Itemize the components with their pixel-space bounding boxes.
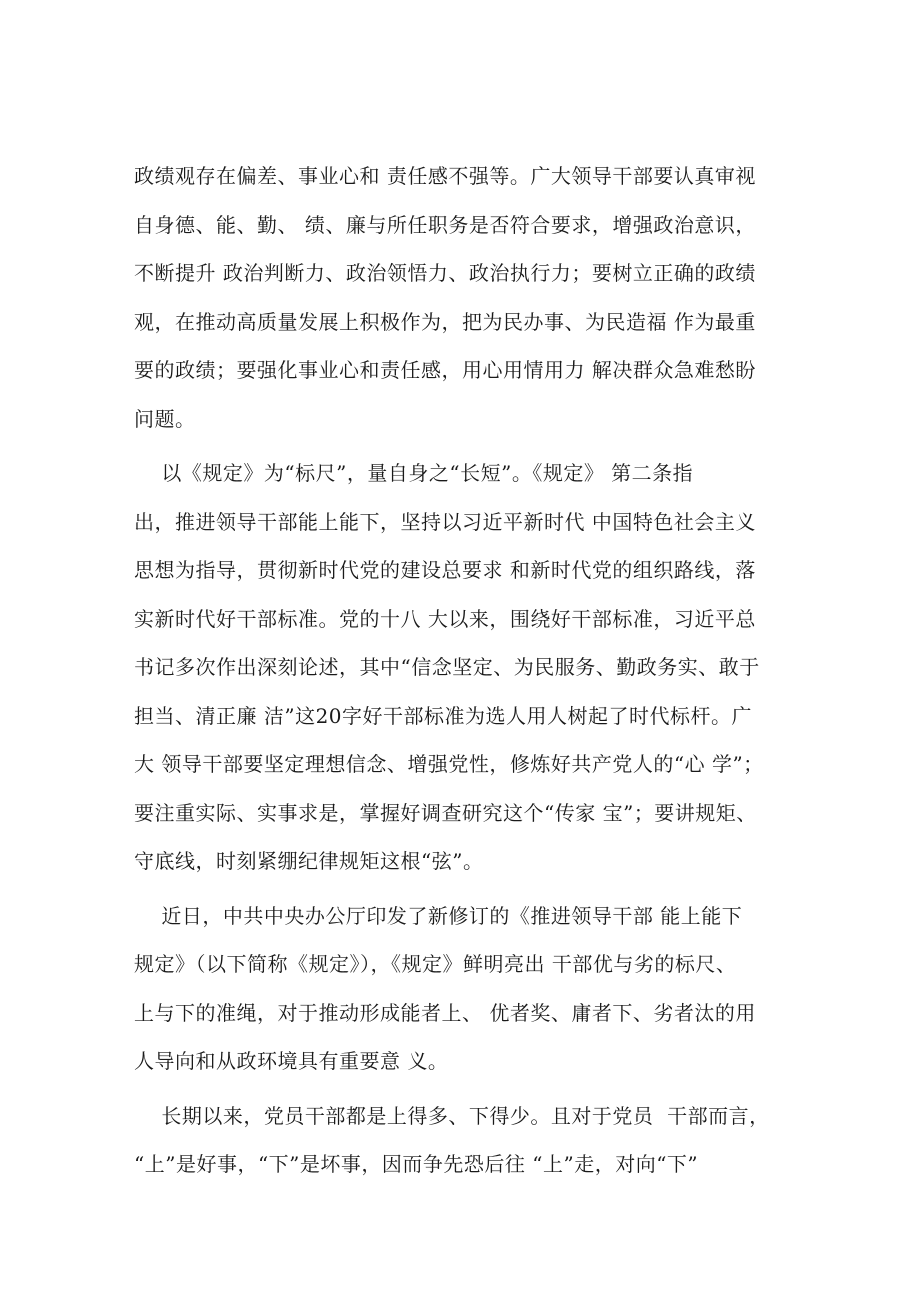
text-line: 上与下的准绳，对于推动形成能者上、 优者奖、庸者下、劣者汰的用 xyxy=(134,1000,756,1025)
text-line: 书记多次作出深刻论述，其中“信念坚定、为民服务、勤政务实、敢于 xyxy=(134,655,760,679)
text-line: 不断提升 政治判断力、政治领悟力、政治执行力；要树立正确的政绩 xyxy=(134,261,756,285)
text-line: 长期以来，党员干部都是上得多、下得少。且对于党员 干部而言， xyxy=(134,1103,770,1128)
text-line: 近日，中共中央办公厅印发了新修订的《推进领导干部 能上能下 xyxy=(134,903,743,928)
paragraph-1 xyxy=(134,152,814,443)
text-line: 思想为指导，贯彻新时代党的建设总要求 和新时代党的组织路线，落 xyxy=(134,558,756,582)
paragraph-3 xyxy=(134,892,814,1086)
text-line: 自身德、能、勤、 绩、廉与所任职务是否符合要求，增强政治意识， xyxy=(134,212,756,237)
text-line: 守底线，时刻紧绷纪律规矩这根“弦”。 xyxy=(134,849,484,873)
text-line: “上”是好事，“下”是坏事，因而争先恐后往 “上”走，对向“下” xyxy=(134,1152,699,1176)
text-line: 政绩观存在偏差、事业心和 责任感不强等。广大领导干部要认真审视 xyxy=(134,164,756,188)
text-line: 规定》（以下简称《规定》），《规定》鲜明亮出 干部优与劣的标尺、 xyxy=(134,952,737,976)
text-line: 以《规定》为“标尺”，量自身之“长短”。《规定》 第二条指 xyxy=(134,461,694,485)
text-line: 人导向和从政环境具有重要意 义。 xyxy=(134,1049,449,1073)
text-line: 观，在推动高质量发展上积极作为，把为民办事、为民造福 作为最重 xyxy=(134,309,756,334)
paragraph-2 xyxy=(134,449,814,886)
text-line: 要注重实际、实事求是，掌握好调查研究这个“传家 宝”；要讲规矩、 xyxy=(134,800,757,825)
text-line: 问题。 xyxy=(134,406,196,431)
text-line: 要的政绩；要强化事业心和责任感，用心用情用力 解决群众急难愁盼 xyxy=(134,358,756,382)
text-line: 出，推进领导干部能上能下，坚持以习近平新时代 中国特色社会主义 xyxy=(134,509,756,534)
text-line: 大 领导干部要坚定理想信念、增强党性，修炼好共产党人的“心 学”； xyxy=(134,752,764,776)
paragraph-4 xyxy=(134,1092,814,1189)
text-line: 担当、清正廉 洁”这20字好干部标准为选人用人树起了时代标杆。广 xyxy=(134,703,753,728)
text-line: 实新时代好干部标准。党的十八 大以来，围绕好干部标准，习近平总 xyxy=(134,606,756,631)
document-body xyxy=(134,152,814,1189)
